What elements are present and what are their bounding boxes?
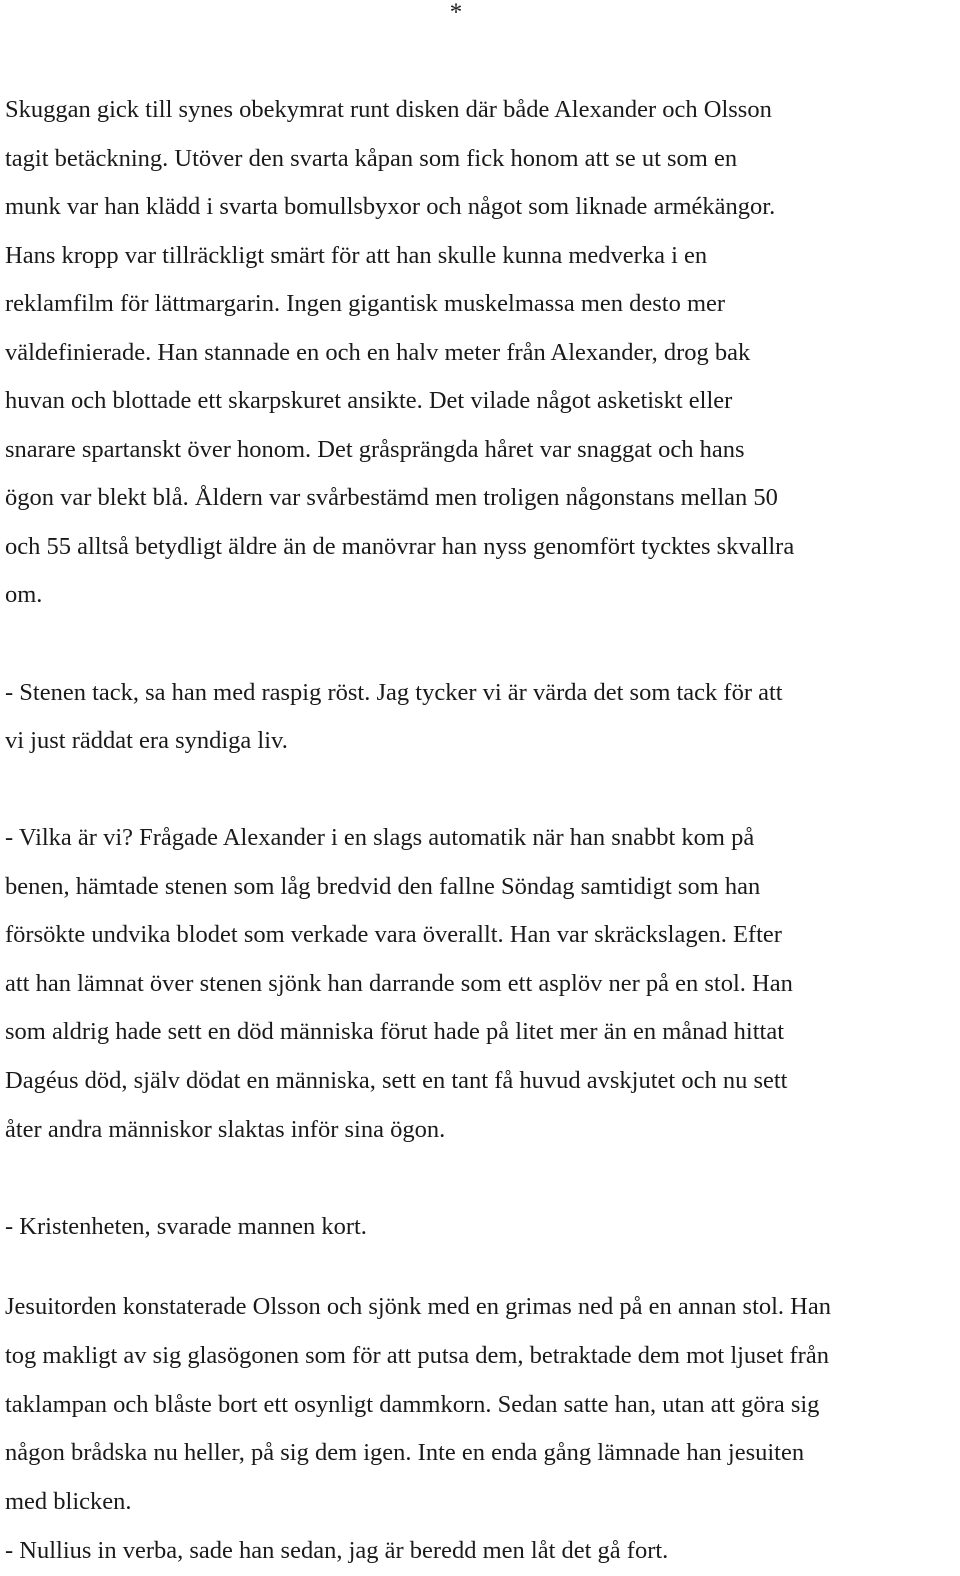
text-line: Skuggan gick till synes obekymrat runt disken där både Alexander och Olsson [5,96,772,123]
text-line: om. [5,581,43,608]
text-line: ögon var blekt blå. Åldern var svårbestämd men troligen någonstans mellan 50 [5,484,778,511]
text-line: Jesuitorden konstaterade Olsson och sjönk med en grimas ned på en annan stol. Han [5,1293,832,1320]
text-line: försökte undvika blodet som verkade vara överallt. Han var skräckslagen. Efter [5,921,782,948]
text-line: munk var han klädd i svarta bomullsbyxor och något som liknade armékängor. [5,193,776,220]
text-line: väldefinierade. Han stannade en och en halv meter från Alexander, drog bak [5,339,751,366]
text-line: åter andra människor slaktas inför sina ögon. [5,1116,446,1143]
text-line: som aldrig hade sett en död människa förut hade på litet mer än en månad hittat [5,1018,784,1045]
text-line: benen, hämtade stenen som låg bredvid den fallne Söndag samtidigt som han [5,873,761,900]
text-line: - Stenen tack, sa han med raspig röst. Jag tycker vi är värda det som tack för att [5,679,783,706]
text-line: vi just räddat era syndiga liv. [5,727,288,754]
text-line: Dagéus död, själv dödat en människa, sett en tant få huvud avskjutet och nu sett [5,1067,788,1094]
text-line: taklampan och blåste bort ett osynligt dammkorn. Sedan satte han, utan att göra sig [5,1391,820,1418]
text-line: - Vilka är vi? Frågade Alexander i en slags automatik när han snabbt kom på [5,824,755,851]
text-line: reklamfilm för lättmargarin. Ingen gigantisk muskelmassa men desto mer [5,290,726,317]
text-line: - Nullius in verba, sade han sedan, jag är beredd men låt det gå fort. [5,1537,669,1564]
section-separator: * [449,0,463,26]
text-line: att han lämnat över stenen sjönk han darrande som ett asplöv ner på en stol. Han [5,970,793,997]
text-line: och 55 alltså betydligt äldre än de manövrar han nyss genomfört tycktes skvallra [5,533,795,560]
text-line: någon brådska nu heller, på sig dem igen. Inte en enda gång lämnade han jesuiten [5,1439,805,1466]
text-line: snarare spartanskt över honom. Det gråsprängda håret var snaggat och hans [5,436,745,463]
text-line: Hans kropp var tillräckligt smärt för att han skulle kunna medverka i en [5,242,708,269]
text-line: med blicken. [5,1488,132,1515]
text-line: - Kristenheten, svarade mannen kort. [5,1213,367,1240]
text-line: tagit betäckning. Utöver den svarta kåpan som fick honom att se ut som en [5,145,738,172]
text-line: tog makligt av sig glasögonen som för att putsa dem, betraktade dem mot ljuset från [5,1342,829,1369]
text-line: huvan och blottade ett skarpskuret ansikte. Det vilade något asketiskt eller [5,387,733,414]
